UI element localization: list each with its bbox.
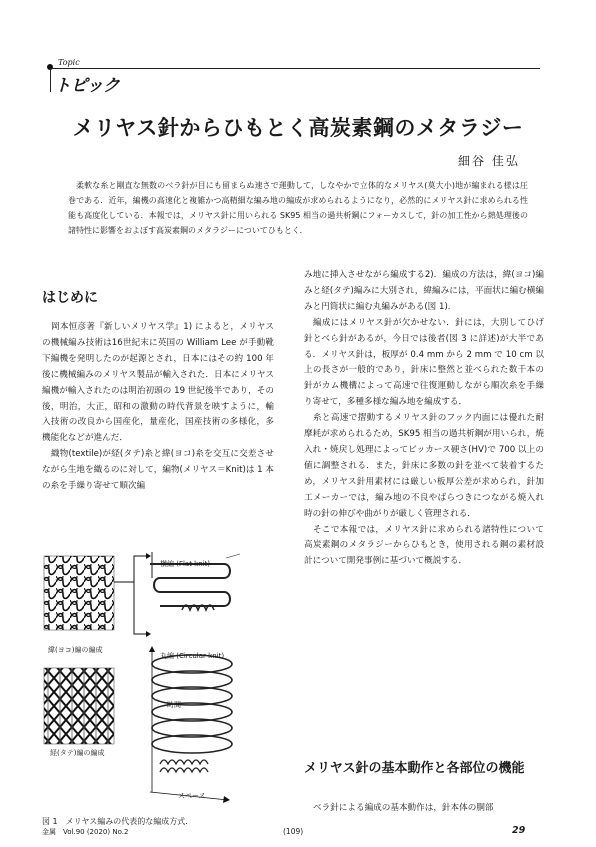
left-column-text [42, 320, 274, 495]
section-heading-basic-motion: メリヤス針の基本動作と各部位の機能 [304, 761, 525, 776]
page-number-center: (109) [283, 827, 304, 836]
article-title: メリヤス針からひもとく高炭素鋼のメタラジー [72, 116, 524, 140]
topic-label-en: Topic [58, 58, 80, 67]
paragraph: み地に挿入させながら編成する2)．編成の方法は，緯(ヨコ)編みと経(タテ)編みに大別され，緯編みには，平面状に編む横編みと円筒状に編む丸編みがある(図 1)． [304, 270, 544, 312]
paragraph: 糸と高速で摺動するメリヤス針のフック内面には優れた耐摩耗が求められるため，SK95 相当の過共析鋼が用いられ，焼入れ・焼戻し処理によってビッカース硬さ(HV)で 700 以上の値に調整される．また，針床に多数の針を並べて装着するため，メリヤス針用素材には厳しい板厚公差が求められ，針加工メーカーでは，編み地の不良やばらつきにつながる焼入れ時の針の伸びや曲がりが厳しく管理される． [304, 413, 544, 519]
paragraph: 織物(textile)が経(タテ)糸と緯(ヨコ)糸を交互に交差させながら生地を織るのに対して，編物(メリヤス＝Knit)は 1 本の糸を手繰り寄せて順次編 [42, 449, 274, 492]
figure-label-flat: 横編 (Flat knit) [160, 560, 211, 568]
figure-label-time: 時間 [167, 701, 181, 709]
topic-label-jp: トピック [54, 76, 120, 96]
figure-label-space: スペース [178, 792, 206, 800]
section-heading-intro: はじめに [42, 290, 98, 306]
right-column-text-end [304, 801, 544, 817]
page-number: 29 [512, 825, 526, 836]
paragraph: そこで本報では，メリヤス針に求められる諸特性について高炭素鋼のメタラジーからひもとき，使用される鋼の素材設計について開発事例に基づいて概説する． [304, 524, 544, 567]
paragraph: 岡本恒彦著『新しいメリヤス学』1) によると，メリヤスの機械編み技術は16世紀末に英国の William Lee が手動靴下編機を発明したのが起源とされ，日本にはその約 100 年後に機械編みのメリヤス製品が輸入された．日本にメリヤス編機が輸入されたのは明治初頭の 19 世紀後半であり，その後，明治，大正，昭和の激動の時代背景を映すように，輸入技術の改良から国産化，量産化，国産技術の多様化，多機能化などが進んだ． [42, 322, 274, 444]
journal-info: 金属 Vol.90 (2020) No.2 [42, 828, 129, 836]
header-vertical-rule [50, 68, 51, 92]
figure-label-circular: 丸編 (Circular knit) [160, 652, 225, 660]
figure-caption: 図 1 メリヤス編みの代表的な編成方式． [42, 817, 194, 826]
figure-1-knitting-diagram [42, 552, 280, 814]
abstract: 柔軟な糸と剛直な無数のベラ針が目にも留まらぬ速さで運動して，しなやかで立体的なメリヤス(莫大小)地が編まれる様は圧巻である．近年，編機の高速化と複雑かつ高精細な編み地の編成が求められるようになり，必然的にメリヤス針に求められる性能も高度化している．本報では，メリヤス針に用いられる SK95 相当の過共析鋼にフォーカスして，針の加工性から熱処理後の諸特性に影響をおよぼす高炭素鋼のメタラジーについてひもとく． [68, 181, 528, 235]
right-column-text [304, 268, 544, 570]
author-name: 細谷 佳弘 [458, 154, 520, 168]
paragraph: 編成にはメリヤス針が欠かせない．針には，大別してひげ針とべら針があるが，今日では後者(図 3 に詳述)が大半である．メリヤス針は，板厚が 0.4 mm から 2 mm で 10 cm 以上の長さが一般的であり，針床に整然と並べられた数千本の針がカム機構によって高速で往復運動しながら順次糸を手繰り寄せて，多種多様な編み地を編成する． [304, 317, 544, 408]
paragraph: ベラ針による編成の基本動作は，針本体の胴部 [313, 803, 494, 813]
figure-label-warp: 経(タテ)編の編成 [50, 749, 105, 757]
header-rule [48, 68, 540, 69]
figure-label-weft: 緯(ヨコ)編の編成 [48, 646, 103, 654]
